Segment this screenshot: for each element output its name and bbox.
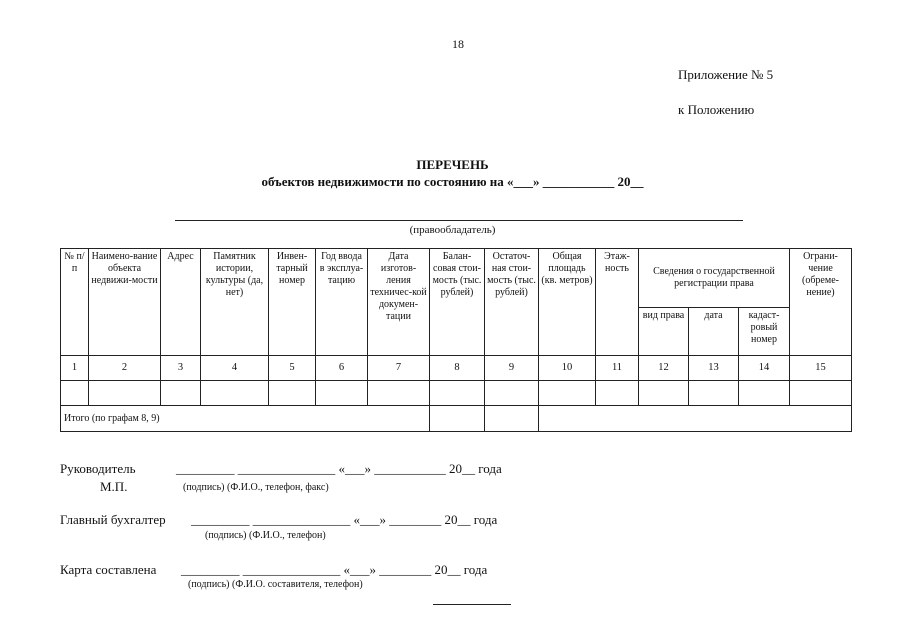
- column-number: 10: [539, 356, 596, 381]
- appendix-number: Приложение № 5: [678, 67, 774, 82]
- table-cell: [790, 381, 852, 406]
- total-row: [61, 406, 852, 432]
- table-cell: [539, 381, 596, 406]
- table-cell: [316, 381, 368, 406]
- footer-line: [433, 604, 511, 605]
- total-balance-cell: [430, 406, 485, 432]
- document-title: ПЕРЕЧЕНЬ: [416, 157, 489, 172]
- header-registration-group: Сведения о государственной регистрации права: [639, 249, 790, 308]
- column-number: 9: [485, 356, 539, 381]
- column-number: 6: [316, 356, 368, 381]
- accountant-caption: (подпись) (Ф.И.О., телефон): [205, 530, 326, 541]
- header-row: [61, 249, 852, 308]
- header-col-14: кадаст-ровый номер: [739, 308, 790, 356]
- header-col-9: Остаточ-ная стои-мость (тыс. рублей): [485, 249, 539, 356]
- total-label: Итого (по графам 8, 9): [61, 406, 430, 432]
- header-col-12: вид права: [639, 308, 689, 356]
- header-col-3: Адрес: [161, 249, 201, 356]
- column-number: 14: [739, 356, 790, 381]
- table-cell: [689, 381, 739, 406]
- head-label: Руководитель: [60, 461, 136, 476]
- column-number: 4: [201, 356, 269, 381]
- column-number: 7: [368, 356, 430, 381]
- header-col-4: Памятник истории, культуры (да, нет): [201, 249, 269, 356]
- head-caption: (подпись) (Ф.И.О., телефон, факс): [183, 482, 329, 493]
- table-cell: [201, 381, 269, 406]
- owner-caption: (правообладатель): [409, 224, 496, 236]
- property-table-container: [60, 248, 852, 432]
- column-number: 3: [161, 356, 201, 381]
- header-col-11: Этаж-ность: [596, 249, 639, 356]
- column-number: 15: [790, 356, 852, 381]
- table-cell: [430, 381, 485, 406]
- table-cell: [269, 381, 316, 406]
- table-cell: [89, 381, 161, 406]
- page-number: 18: [452, 37, 464, 51]
- header-col-5: Инвен-тарный номер: [269, 249, 316, 356]
- property-table: [60, 248, 852, 432]
- header-col-7: Дата изготов-ления техничес-кой докумен-тации: [368, 249, 430, 356]
- column-number: 2: [89, 356, 161, 381]
- head-signature-line: _________ _______________ «___» ___________ 20__ года: [176, 461, 502, 476]
- table-cell: [739, 381, 790, 406]
- stamp-label: М.П.: [100, 479, 128, 494]
- accountant-signature-line: _________ _______________ «___» ________ 20__ года: [191, 512, 498, 527]
- column-number: 11: [596, 356, 639, 381]
- compiled-label: Карта составлена: [60, 562, 157, 577]
- column-number: 12: [639, 356, 689, 381]
- accountant-label: Главный бухгалтер: [60, 512, 166, 527]
- table-cell: [596, 381, 639, 406]
- column-number: 8: [430, 356, 485, 381]
- table-cell: [61, 381, 89, 406]
- column-number-row: [61, 356, 852, 381]
- header-col-2: Наимено-вание объекта недвижи-мости: [89, 249, 161, 356]
- table-cell: [639, 381, 689, 406]
- owner-blank-line: [175, 220, 743, 221]
- table-cell: [161, 381, 201, 406]
- header-col-13: дата: [689, 308, 739, 356]
- document-subtitle: объектов недвижимости по состоянию на «___» ___________ 20__: [261, 174, 644, 189]
- column-number: 5: [269, 356, 316, 381]
- compiled-caption: (подпись) (Ф.И.О. составителя, телефон): [188, 579, 363, 590]
- total-rest-cell: [539, 406, 852, 432]
- total-residual-cell: [485, 406, 539, 432]
- header-col-15: Ограни-чение (обреме-нение): [790, 249, 852, 356]
- table-cell: [485, 381, 539, 406]
- header-col-10: Общая площадь (кв. метров): [539, 249, 596, 356]
- empty-data-row: [61, 381, 852, 406]
- column-number: 1: [61, 356, 89, 381]
- header-col-8: Балан-совая стои-мость (тыс. рублей): [430, 249, 485, 356]
- compiled-signature-line: _________ _______________ «___» ________ 20__ года: [181, 562, 488, 577]
- table-cell: [368, 381, 430, 406]
- header-col-1: № п/п: [61, 249, 89, 356]
- header-col-6: Год ввода в эксплуа-тацию: [316, 249, 368, 356]
- column-number: 13: [689, 356, 739, 381]
- appendix-reference: к Положению: [678, 102, 755, 117]
